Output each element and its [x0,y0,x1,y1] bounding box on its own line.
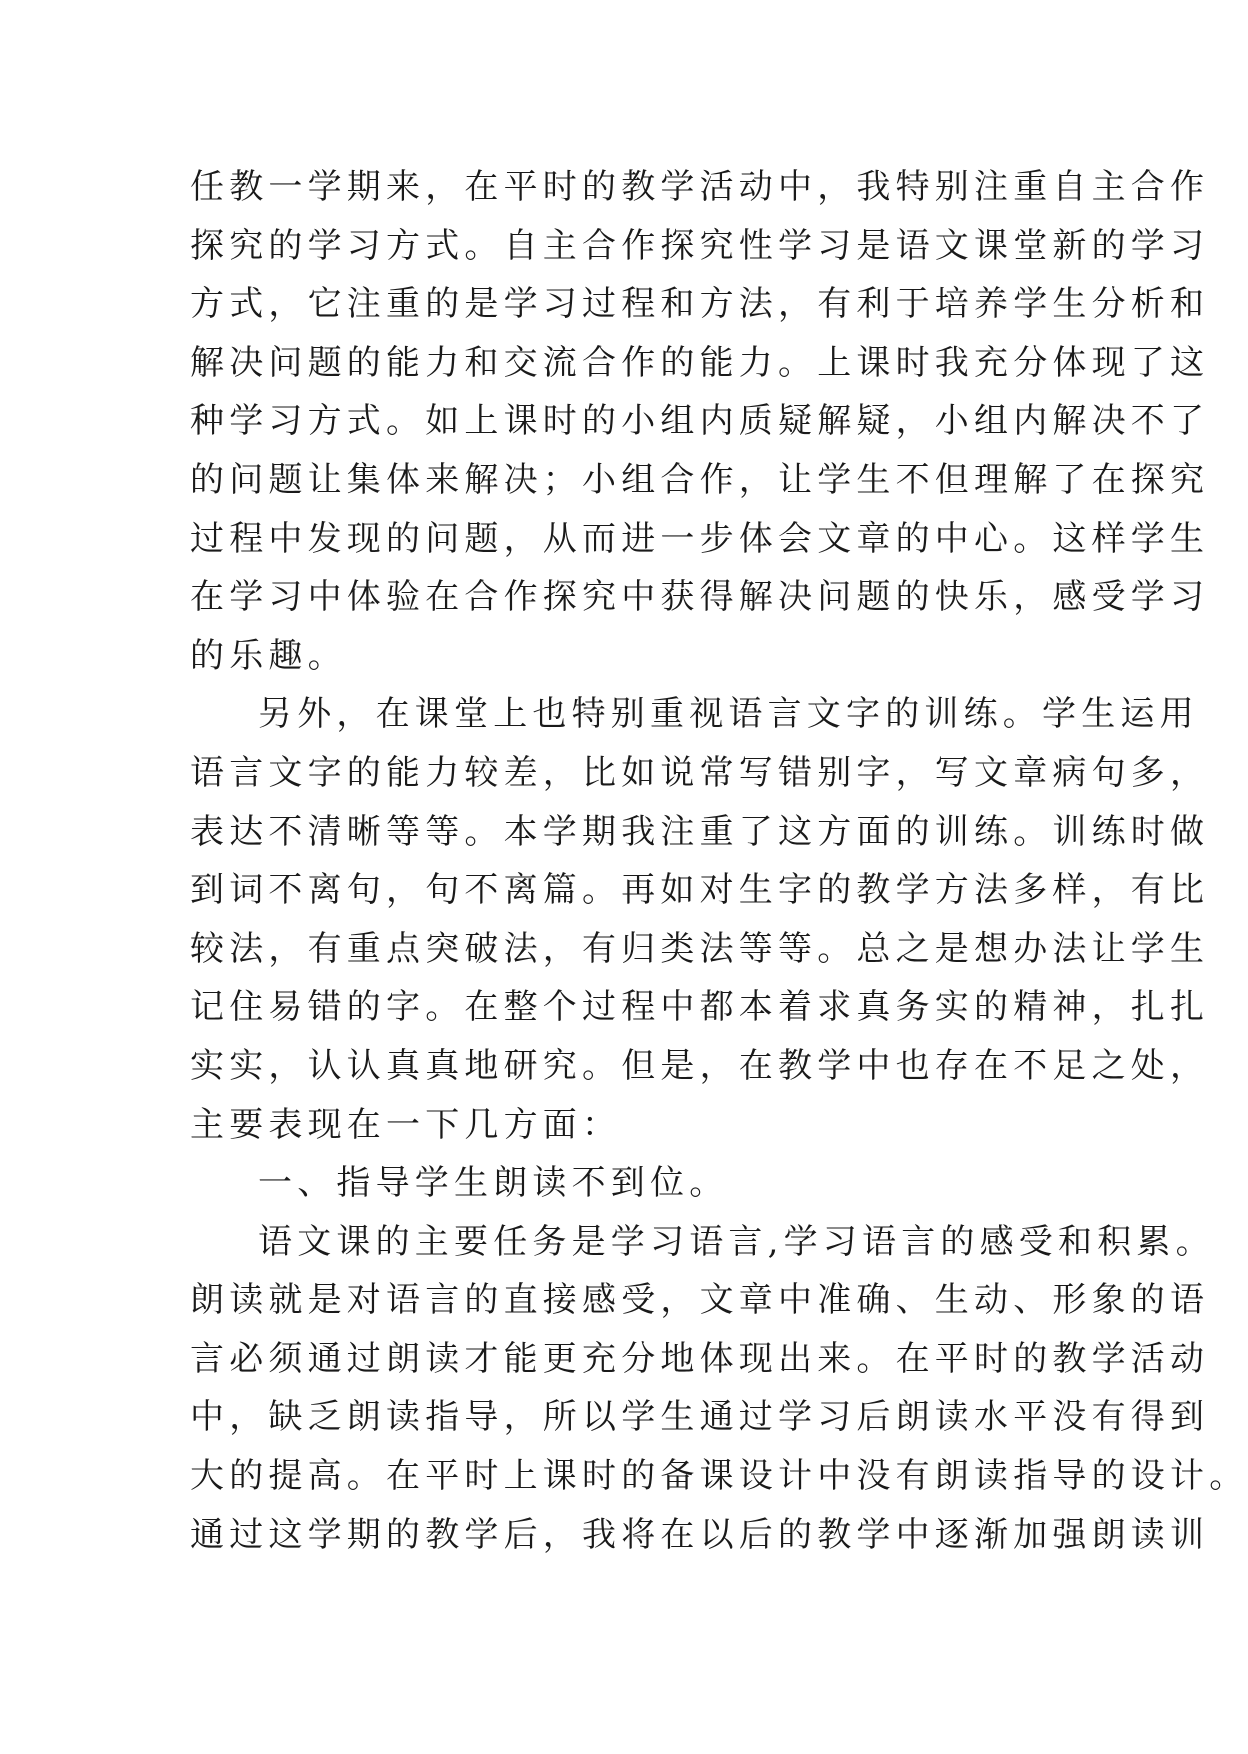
text-line: 的乐趣。 [190,635,347,676]
text-line: 方式，它注重的是学习过程和方法，有利于培养学生分析和 [190,284,1210,325]
body-text [190,158,1248,1564]
paragraph-start-line: 语文课的主要任务是学习语言,学习语言的感受和积累。 [258,1221,1215,1262]
text-line: 实实，认认真真地研究。但是，在教学中也存在不足之处， [190,1045,1210,1086]
text-line: 在学习中体验在合作探究中获得解决问题的快乐，感受学习 [190,577,1210,618]
text-line: 到词不离句，句不离篇。再如对生字的教学方法多样，有比 [190,870,1210,911]
text-line: 通过这学期的教学后，我将在以后的教学中逐渐加强朗读训 [190,1514,1210,1555]
text-line: 大的提高。在平时上课时的备课设计中没有朗读指导的设计。 [190,1456,1248,1497]
text-line: 语言文字的能力较差，比如说常写错别字，写文章病句多， [190,752,1210,793]
text-line: 过程中发现的问题，从而进一步体会文章的中心。这样学生 [190,518,1210,559]
section-heading: 一、指导学生朗读不到位。 [258,1163,729,1204]
paragraph-start-line: 另外，在课堂上也特别重视语言文字的训练。学生运用 [258,694,1199,735]
text-line: 记住易错的字。在整个过程中都本着求真务实的精神，扎扎 [190,987,1210,1028]
text-line: 表达不清晰等等。本学期我注重了这方面的训练。训练时做 [190,811,1210,852]
text-line: 解决问题的能力和交流合作的能力。上课时我充分体现了这 [190,342,1210,383]
text-line: 朗读就是对语言的直接感受，文章中准确、生动、形象的语 [190,1280,1210,1321]
text-line: 任教一学期来，在平时的教学活动中，我特别注重自主合作 [190,167,1210,207]
text-line: 中，缺乏朗读指导，所以学生通过学习后朗读水平没有得到 [190,1397,1210,1438]
text-line: 言必须通过朗读才能更充分地体现出来。在平时的教学活动 [190,1338,1210,1379]
text-line: 主要表现在一下几方面： [190,1104,622,1145]
text-line: 较法，有重点突破法，有归类法等等。总之是想办法让学生 [190,928,1210,969]
text-line: 探究的学习方式。自主合作探究性学习是语文课堂新的学习 [190,225,1210,266]
text-line: 的问题让集体来解决；小组合作，让学生不但理解了在探究 [190,459,1210,500]
text-line: 种学习方式。如上课时的小组内质疑解疑，小组内解决不了 [190,401,1210,442]
